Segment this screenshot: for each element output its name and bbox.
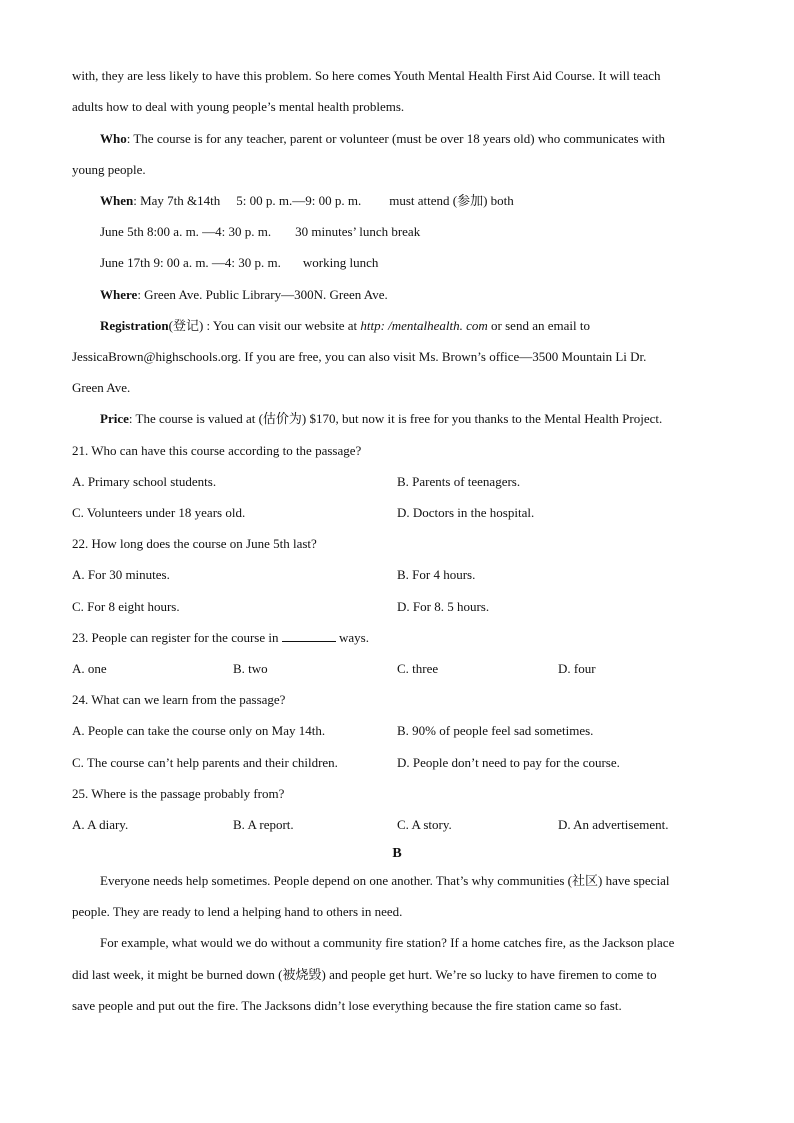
question-21-option-c: C. Volunteers under 18 years old. (72, 505, 246, 520)
section-b-p2-line-2: did last week, it might be burned down (被烧毁) and people get hurt. We’re so lucky to have firemen to come to (72, 967, 657, 982)
section-b-p2-line-1: For example, what would we do without a community fire station? If a home catches fire, as the Jackson place (100, 935, 675, 950)
price-text: : The course is valued at (估价为) $170, but now it is free for you thanks to the Mental Health Project. (128, 411, 663, 426)
question-21-stem: 21. Who can have this course according to the passage? (72, 443, 362, 458)
question-25-option-a: A. A diary. (72, 817, 129, 832)
when-date-2: June 5th 8:00 a. m. —4: 30 p. m. (100, 224, 272, 239)
registration-line-2: JessicaBrown@highschools.org. If you are free, you can also visit Ms. Brown’s office—3500 Mountain Li Dr. (72, 349, 647, 364)
section-b-p1-line-2: people. They are ready to lend a helping hand to others in need. (72, 904, 403, 919)
registration-paragraph (100, 318, 590, 334)
who-label: Who (100, 131, 127, 146)
question-25-option-d: D. An advertisement. (558, 817, 669, 832)
question-24-option-c: C. The course can’t help parents and their children. (72, 755, 338, 770)
who-continuation: young people. (72, 162, 146, 177)
question-22-option-c: C. For 8 eight hours. (72, 599, 180, 614)
question-24-option-a: A. People can take the course only on May 14th. (72, 723, 326, 738)
when-date-3: June 17th 9: 00 a. m. —4: 30 p. m. (100, 255, 281, 270)
question-24-option-d: D. People don’t need to pay for the course. (397, 755, 620, 770)
section-b-p1-line-1: Everyone needs help sometimes. People depend on one another. That’s why communities (社区) have special (100, 873, 670, 888)
where-text: : Green Ave. Public Library—300N. Green Ave. (137, 287, 388, 302)
when-line-1 (100, 193, 514, 209)
question-25-stem: 25. Where is the passage probably from? (72, 786, 285, 801)
price-paragraph (100, 411, 662, 427)
question-22-option-a: A. For 30 minutes. (72, 567, 170, 582)
where-label: Where (100, 287, 138, 302)
question-23-option-a: A. one (72, 661, 107, 676)
question-21-option-d: D. Doctors in the hospital. (397, 505, 535, 520)
section-b-heading: B (392, 846, 402, 861)
question-21-option-b: B. Parents of teenagers. (397, 474, 521, 489)
registration-text-b: or send an email to (487, 318, 590, 333)
registration-line-3: Green Ave. (72, 380, 131, 395)
registration-url: http: /mentalhealth. com (360, 318, 488, 333)
who-paragraph (100, 131, 665, 147)
where-paragraph (100, 287, 388, 303)
question-23-stem-end: ways. (335, 630, 369, 645)
question-22-option-d: D. For 8. 5 hours. (397, 599, 490, 614)
registration-text-a: (登记) : You can visit our website at (168, 318, 361, 333)
when-note-2: 30 minutes’ lunch break (295, 224, 421, 239)
intro-line-1: with, they are less likely to have this problem. So here comes Youth Mental Health First Aid Course. It will teach (72, 68, 661, 83)
intro-line-2: adults how to deal with young people’s mental health problems. (72, 99, 405, 114)
question-21-option-a: A. Primary school students. (72, 474, 217, 489)
question-24-stem: 24. What can we learn from the passage? (72, 692, 286, 707)
question-23-option-b: B. two (233, 661, 268, 676)
section-b-p2-line-3: save people and put out the fire. The Jacksons didn’t lose everything because the fire station came so fast. (72, 998, 622, 1013)
question-22-stem: 22. How long does the course on June 5th last? (72, 536, 317, 551)
when-line-2 (100, 224, 420, 240)
who-text: : The course is for any teacher, parent or volunteer (must be over 18 years old) who communicates with (126, 131, 665, 146)
question-25-option-c: C. A story. (397, 817, 452, 832)
answer-blank (282, 630, 336, 642)
when-date-1: : May 7th &14th (133, 193, 221, 208)
registration-label: Registration (100, 318, 169, 333)
question-23-option-d: D. four (558, 661, 596, 676)
when-label: When (100, 193, 134, 208)
question-22-option-b: B. For 4 hours. (397, 567, 476, 582)
question-23-stem-start: 23. People can register for the course in (72, 630, 282, 645)
question-23-option-c: C. three (397, 661, 439, 676)
question-25-option-b: B. A report. (233, 817, 294, 832)
when-note-3: working lunch (302, 255, 379, 270)
when-time-1: 5: 00 p. m.—9: 00 p. m. (236, 193, 362, 208)
question-23-stem (72, 630, 369, 646)
price-label: Price (100, 411, 129, 426)
when-note-1: must attend (参加) both (389, 193, 514, 208)
question-24-option-b: B. 90% of people feel sad sometimes. (397, 723, 594, 738)
when-line-3 (100, 255, 378, 271)
